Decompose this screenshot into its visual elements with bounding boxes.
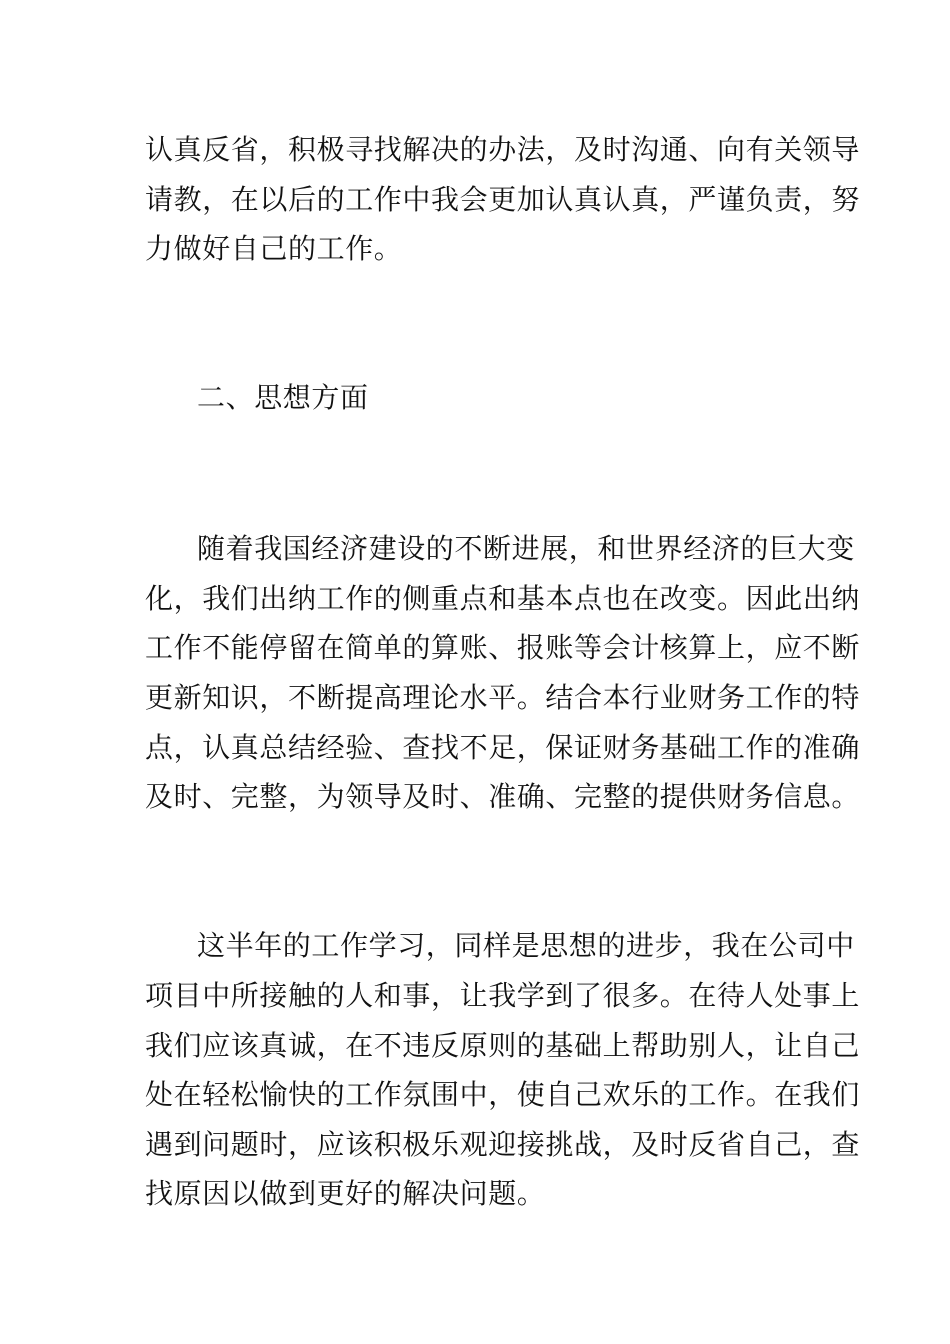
paragraph-3-line-2: 项目中所接触的人和事，让我学到了很多。在待人处事上 xyxy=(145,979,861,1012)
paragraph-1-line-2: 请教，在以后的工作中我会更加认真认真，严谨负责，努 xyxy=(145,183,861,216)
paragraph-3-line-4: 处在轻松愉快的工作氛围中，使自己欢乐的工作。在我们 xyxy=(145,1078,861,1111)
paragraph-1-line-3: 力做好自己的工作。 xyxy=(145,232,403,265)
paragraph-2-line-5: 点，认真总结经验、查找不足，保证财务基础工作的准确 xyxy=(145,731,861,764)
paragraph-2-line-4: 更新知识，不断提高理论水平。结合本行业财务工作的特 xyxy=(145,681,861,714)
paragraph-3-line-5: 遇到问题时，应该积极乐观迎接挑战，及时反省自己，查 xyxy=(145,1128,861,1161)
paragraph-3-line-1: 这半年的工作学习，同样是思想的进步，我在公司中 xyxy=(197,929,855,962)
paragraph-2-line-2: 化，我们出纳工作的侧重点和基本点也在改变。因此出纳 xyxy=(145,582,861,615)
paragraph-1-line-1: 认真反省，积极寻找解决的办法，及时沟通、向有关领导 xyxy=(145,133,861,166)
paragraph-3-line-3: 我们应该真诚，在不违反原则的基础上帮助别人，让自己 xyxy=(145,1029,861,1062)
paragraph-2-line-1: 随着我国经济建设的不断进展，和世界经济的巨大变 xyxy=(197,532,855,565)
paragraph-3-line-6: 找原因以做到更好的解决问题。 xyxy=(145,1177,546,1210)
paragraph-2-line-6: 及时、完整，为领导及时、准确、完整的提供财务信息。 xyxy=(145,780,861,813)
section-heading: 二、思想方面 xyxy=(197,381,369,414)
paragraph-2-line-3: 工作不能停留在简单的算账、报账等会计核算上，应不断 xyxy=(145,631,861,664)
